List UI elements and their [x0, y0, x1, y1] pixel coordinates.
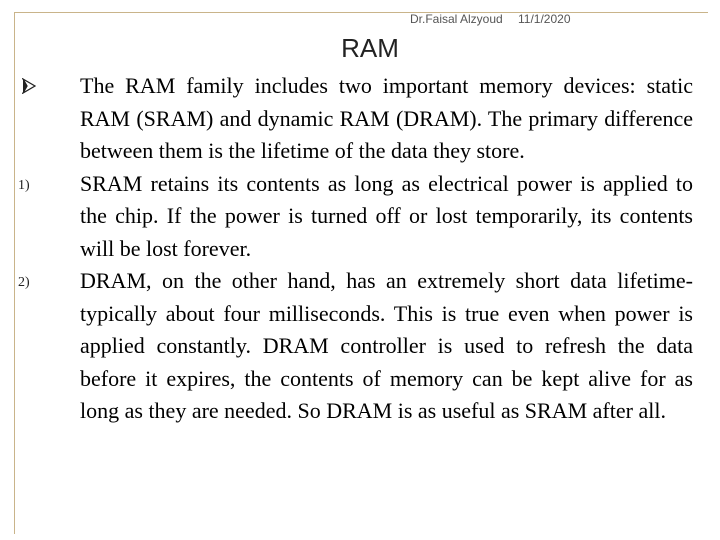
slide-body — [18, 70, 693, 428]
list-item-number: 2) — [18, 275, 30, 290]
list-item-text: The RAM family includes two important memory devices: static RAM (SRAM) and dynamic RAM (DRAM). The primary difference between them is the lifetime of the data they store. — [80, 73, 693, 163]
arrow-bullet-icon — [22, 78, 36, 94]
author-label: Dr.Faisal Alzyoud — [410, 12, 503, 26]
decorative-rule-top — [14, 12, 708, 13]
list-item — [18, 265, 693, 428]
date-label: 11/1/2020 — [518, 12, 571, 26]
decorative-rule-left — [14, 12, 15, 534]
list-item — [18, 168, 693, 266]
list-item-text: DRAM, on the other hand, has an extremely short data lifetime-typically about four milliseconds. This is true even when power is applied constantly. DRAM controller is used to refresh the data before it expires, the contents of memory can be kept alive for as long as they are needed. So DRAM is as useful as SRAM after all. — [80, 268, 693, 423]
list-item — [80, 70, 693, 168]
list-item-text: SRAM retains its contents as long as electrical power is applied to the chip. If the power is turned off or lost temporarily, its contents will be lost forever. — [80, 170, 693, 261]
slide-title: RAM — [341, 33, 399, 63]
list-item-number: 1) — [18, 177, 30, 193]
